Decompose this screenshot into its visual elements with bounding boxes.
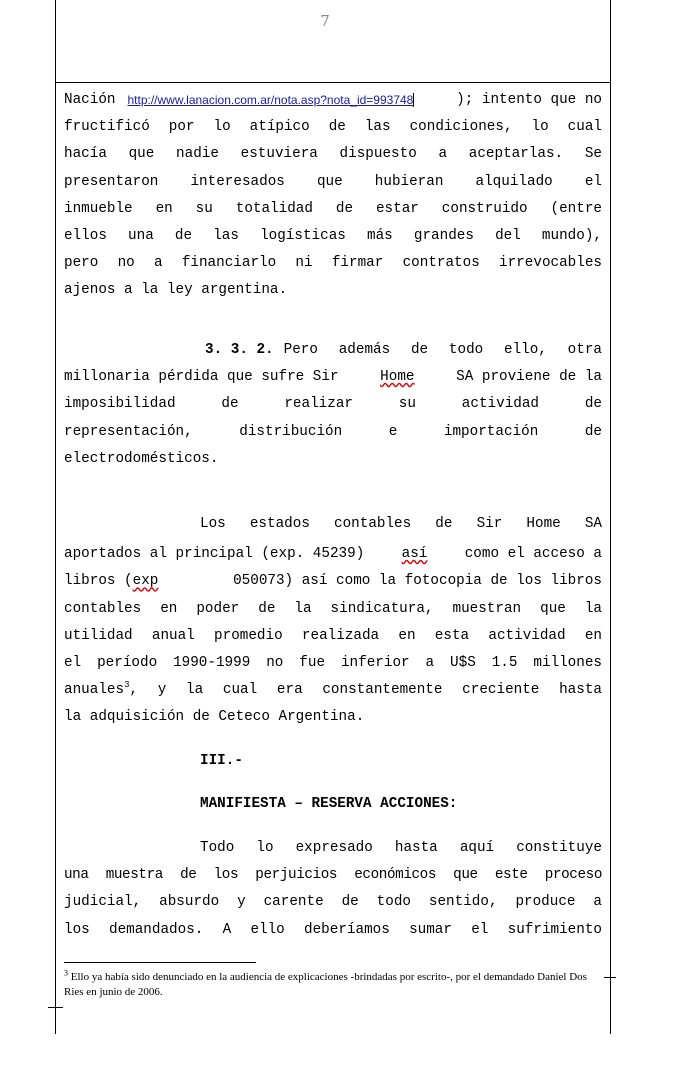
text-line: imposibilidad de realizar su actividad de: [64, 396, 602, 413]
text-line: pero no a financiarlo ni firmar contratos irrevocables: [64, 255, 602, 272]
section-heading-title: MANIFIESTA – RESERVA ACCIONES:: [200, 796, 458, 812]
footnote-separator: [64, 962, 256, 963]
section-heading-number: III.-: [200, 753, 243, 769]
right-margin-line: [610, 0, 611, 1034]
text-fragment: [64, 677, 129, 704]
text-line: Todo lo expresado hasta aquí constituye: [200, 840, 602, 856]
text-line: fructificó por lo atípico de las condiciones, lo cual: [64, 119, 602, 136]
text-fragment: como el acceso a: [464, 546, 602, 563]
text-line: [64, 87, 602, 114]
text-line: una muestra de los perjuicios económicos que este proceso: [64, 867, 602, 884]
text-fragment: anuales: [64, 682, 125, 699]
text-line: el período 1990-1999 no fue inferior a U$S 1.5 millones: [64, 654, 602, 671]
text-line: inmueble en su totalidad de estar construido (entre: [64, 200, 602, 217]
text-fragment: Pero además de todo ello, otra: [283, 342, 602, 358]
footnote-reference[interactable]: 3: [124, 680, 130, 691]
text-line: [64, 568, 602, 595]
text-line: ajenos a la ley argentina.: [64, 282, 288, 299]
spellcheck-word: exp: [132, 573, 159, 590]
text-cursor: [413, 93, 414, 107]
text-line: ellos una de las logísticas más grandes del mundo),: [64, 227, 602, 244]
text-line: [64, 337, 602, 364]
text-line: representación, distribución e importación de: [64, 423, 602, 440]
spellcheck-word: así: [401, 546, 428, 563]
footnote: [64, 970, 609, 1000]
text-line: electrodomésticos.: [64, 450, 219, 467]
text-line: los demandados. A ello deberíamos sumar el sufrimiento: [64, 921, 602, 938]
text-fragment: SA proviene de la: [456, 369, 602, 386]
text-fragment: ); intento que no: [456, 92, 602, 108]
text-line: [64, 677, 602, 704]
text-line: judicial, absurdo y carente de todo sentido, produce a: [64, 894, 602, 911]
text-fragment: 050073) así como la fotocopia de los libros: [233, 573, 602, 590]
text-line: utilidad anual promedio realizada en esta actividad en: [64, 627, 602, 644]
text-fragment: millonaria pérdida que sufre Sir: [64, 369, 339, 386]
text-line: presentaron interesados que hubieran alquilado el: [64, 173, 602, 190]
text-line: hacía que nadie estuviera dispuesto a aceptarlas. Se: [64, 146, 602, 163]
spellcheck-word: Home: [380, 369, 415, 386]
text-fragment: , y la cual era constantemente creciente hasta: [129, 682, 602, 699]
news-link[interactable]: http://www.lanacion.com.ar/nota.asp?nota_id=993748: [127, 93, 414, 107]
text-fragment: aportados al principal (exp. 45239): [64, 546, 365, 563]
text-fragment: libros (: [64, 573, 133, 590]
paragraph-1: [64, 87, 602, 305]
text-line: la adquisición de Ceteco Argentina.: [64, 709, 365, 726]
text-fragment: [64, 568, 158, 595]
footnote-text: Ello ya había sido denunciado en la audiencia de explicaciones -brindadas por escrito-, por el demandado Daniel Dos Ries en junio de 2006.: [64, 971, 587, 998]
text-fragment: Nación: [64, 92, 116, 108]
link-container: [115, 87, 602, 114]
page-number: 7: [320, 12, 330, 30]
section-number: 3. 3. 2.: [205, 342, 274, 358]
left-margin-line: [55, 0, 56, 1034]
footer-tick-left: [48, 1007, 63, 1008]
text-line: Los estados contables de Sir Home SA: [200, 516, 602, 532]
paragraph-4: [64, 835, 602, 944]
header-rule: [55, 82, 611, 83]
footnote-mark: 3: [64, 968, 68, 978]
text-line: [64, 364, 602, 391]
paragraph-2: [64, 337, 602, 473]
text-line: contables en poder de la sindicatura, muestran que la: [64, 600, 602, 617]
text-line: [64, 541, 602, 568]
paragraph-3: [64, 511, 602, 732]
